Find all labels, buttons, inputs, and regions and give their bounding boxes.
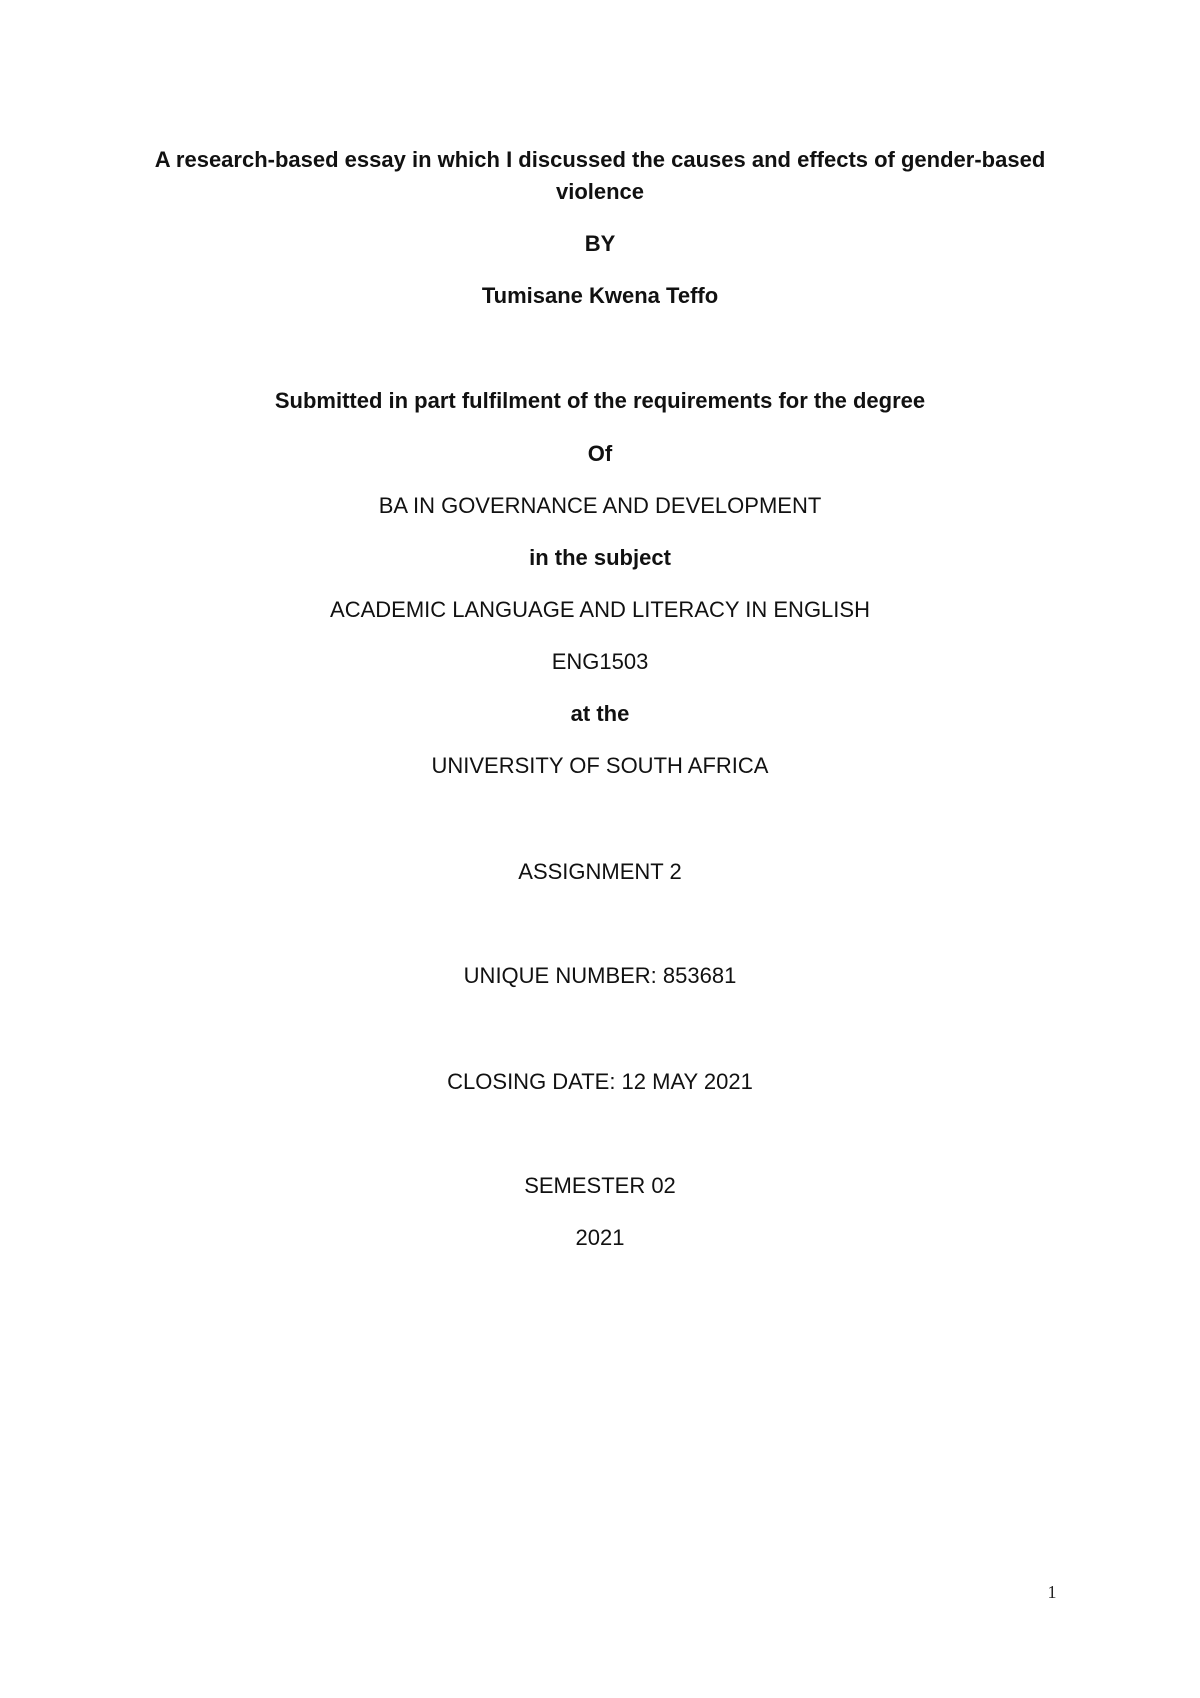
subject-name: ACADEMIC LANGUAGE AND LITERACY IN ENGLISH xyxy=(330,597,870,622)
by-label: BY xyxy=(584,231,616,256)
page-number: 1 xyxy=(1047,1582,1057,1602)
university-name: UNIVERSITY OF SOUTH AFRICA xyxy=(431,753,769,778)
semester: SEMESTER 02 xyxy=(524,1173,676,1198)
at-the-label: at the xyxy=(570,701,630,726)
in-subject-label: in the subject xyxy=(529,545,671,570)
author-name: Tumisane Kwena Teffo xyxy=(481,283,719,308)
submission-statement: Submitted in part fulfilment of the requirements for the degree xyxy=(274,388,926,413)
degree-name: BA IN GOVERNANCE AND DEVELOPMENT xyxy=(378,493,822,518)
year: 2021 xyxy=(575,1225,625,1250)
assignment-number: ASSIGNMENT 2 xyxy=(518,859,682,884)
of-label: Of xyxy=(587,441,613,466)
unique-number: UNIQUE NUMBER: 853681 xyxy=(463,963,737,988)
closing-date: CLOSING DATE: 12 MAY 2021 xyxy=(447,1069,753,1094)
module-code: ENG1503 xyxy=(551,649,649,674)
essay-title: A research-based essay in which I discussed the causes and effects of gender-based violence xyxy=(154,147,1046,204)
